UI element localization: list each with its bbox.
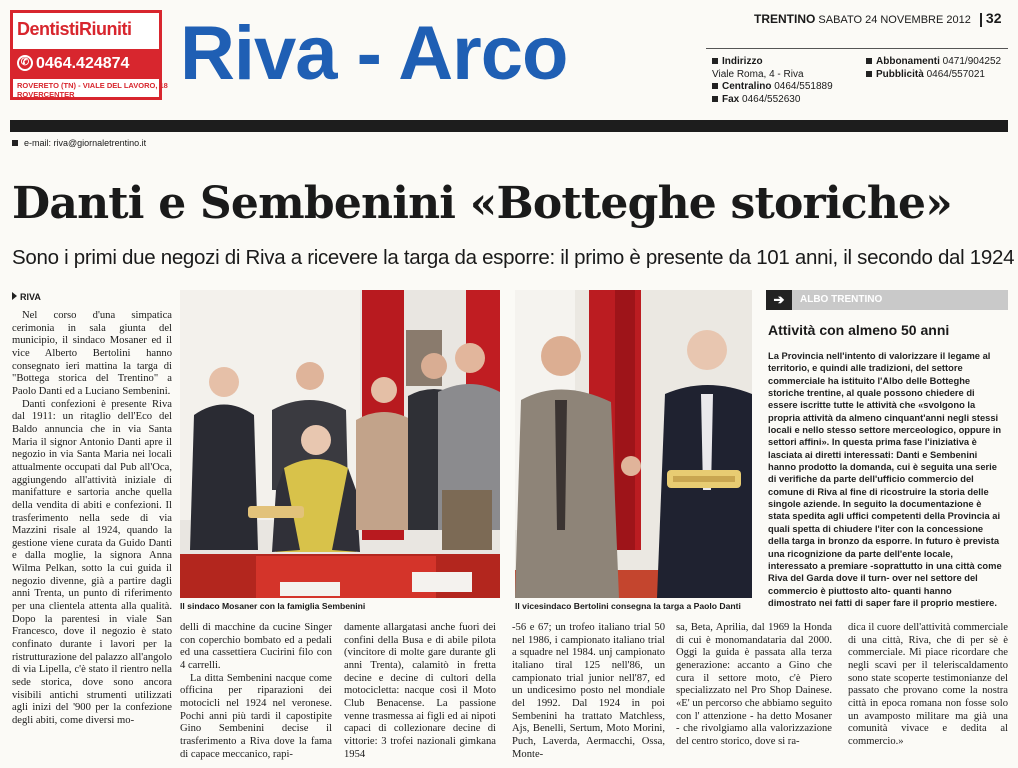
article-column-4 [512, 622, 665, 762]
photo-sembenini-illustration [180, 290, 500, 598]
contacts-right [866, 56, 1001, 81]
article-column-6 [848, 622, 1008, 762]
bullet-square-icon [712, 83, 718, 89]
article-subhead: Sono i primi due negozi di Riva a ricevere la targa da esporre: il primo è presente da 101 anni, il secondo dal 1924 [12, 246, 1015, 269]
ad-address [17, 81, 168, 99]
header-rule [706, 48, 1008, 49]
contact-fax: Fax 0464/552630 [712, 94, 833, 107]
ad-address-line1: ROVERETO (TN) - VIALE DEL LAVORO, 18 [17, 81, 168, 90]
ad-brand: DentistiRiuniti [17, 19, 132, 39]
phone-icon: ✆ [17, 55, 33, 71]
arrow-right-icon: ➔ [766, 290, 792, 310]
photo-bertolini-illustration [515, 290, 752, 598]
contact-address-value: Viale Roma, 4 - Riva [712, 68, 804, 80]
article-column-2 [180, 622, 332, 762]
sidebar-title: Attività con almeno 50 anni [768, 322, 950, 338]
page-separator [980, 13, 982, 27]
contact-switchboard: Centralino 0464/551889 [712, 81, 833, 94]
triangle-icon [12, 292, 17, 300]
paragraph: damente allargatasi anche fuori dei confini della Busa e di abile pilota (vincitore di molte gare durante gli anni Trenta), calamitò in fretta decine e decine di cultori della motocicletta: nacque così il Moto Club Benacense. La passione venne trasmessa ai figli ed ai nipoti capaci di collezionare decine di vittorie: 3 trofei nazionali gimkana 1954 [344, 622, 496, 760]
contacts-left [712, 56, 833, 106]
paragraph: dica il cuore dell'attività commerciale di una città, Riva, che di per sè è commerciale. Mi piace ricordare che negli scavi per il teleriscaldamento sono state scoperte testimonianze del passato che provano come la nostra città in epoca romana non fosse solo un avamposto militare ma già una comunità vivace e dedita al commercio.» [848, 622, 1008, 747]
article-column-3 [344, 622, 496, 762]
article-dateline: RIVA [12, 292, 41, 302]
contact-address-label: Indirizzo [712, 56, 833, 69]
paragraph: delli di macchine da cucine Singer con coperchio bombato ed a pedali ed una cassettiera Cucirini filo con 4 carrelli. [180, 622, 332, 671]
paper-date: SABATO 24 NOVEMBRE 2012 [818, 14, 971, 26]
bullet-square-icon [12, 140, 18, 146]
section-divider-bar [10, 120, 1008, 132]
paragraph: Danti confezioni è presente Riva dal 1911: un ritaglio dell'Eco del Baldo annuncia che in via Santa Maria il signor Antonio Danti apre il negozio in via Santa Maria nei locali attualmente occupati dal Pub all'Oca, aggiungendo all'attività iniziale di manifatture e sartoria anche quella della vendita di abiti e confezioni. Il trasferimento nella sede di via Mazzini risale al 1924, quando la gestione viene curata da Guido Danti e dalla moglie, la signora Anna Wilma Pelkan, sotto la cui guida il negozio divenne, già a partire dagli anni Trenta, un punto di riferimento per una clientela attenta alla qualità. Dopo la parentesi in viale San Francesco, dove il negozio è stato confinato durante i lavori per la ristrutturazione del palazzo all'angolo di via Lipella, c'è stato il rientro nella sede storica, dove sono ancora visibili antichi strumenti utilizzati agli inizi del '900 per la confezione degli abiti, come diversi mo- [12, 398, 172, 726]
article-column-1 [12, 310, 172, 762]
dentisti-riuniti-ad[interactable] [10, 10, 168, 100]
bullet-square-icon [866, 71, 872, 77]
section-masthead: Riva - Arco [180, 11, 568, 96]
section-email[interactable]: e-mail: riva@giornaletrentino.it [12, 138, 146, 148]
bullet-square-icon [712, 96, 718, 102]
paper-name: TRENTINO [754, 12, 816, 26]
sidebar-text: La Provincia nell'intento di valorizzare il legame al territorio, e quindi alle tradizioni, del settore commerciale ha istituito l'Albo delle Botteghe storiche trentine, al quale possono chiedere di essere iscritte tutte le attività che «svolgono la propria attività da almeno cinquant'anni negli stessi locali e nello stesso settore merceologico, oppure in settori affini». In questa prima fase l'iniziativa è lasciata ai diretti interessati: Danti e Sembenini hanno prodotto la domanda, cui è seguita una serie di verifiche da parte dell'ufficio commercio del comune di Riva al fine di ricostruire la storia delle singole aziende. In seguito la documentazione è stata spedita agli uffici competenti della Provincia ai quali spetta di chiudere l'iter con la concessione della targa in bronzo da esporre. In futuro è prevista una ricognizione da parte dell'ente locale, interessato a premiare -soprattutto in una città come Riva del Garda dove il turn- over nel settore del commercio è piuttosto alto- quanti hanno dimostrato nei fatti di saper fare il proprio mestiere. [768, 351, 1002, 608]
page-number: 32 [985, 10, 1002, 26]
photo-caption-2: Il vicesindaco Bertolini consegna la targa a Paolo Danti [515, 601, 741, 611]
paragraph: Nel corso d'una simpatica cerimonia in sala giunta del municipio, il sindaco Mosaner ed il vice Alberto Bertolini hanno consegnato ieri mattina la targa di "Bottega storica del Trentino" a Paolo Danti ed a Luciano Sembenini. [12, 310, 172, 397]
photo-sembenini-family [180, 290, 500, 598]
paper-info [754, 10, 1001, 27]
ad-phone-band [13, 49, 159, 79]
bullet-square-icon [866, 58, 872, 64]
ad-phone: 0464.424874 [36, 55, 130, 72]
photo-bertolini-danti [515, 290, 752, 598]
contact-subscriptions: Abbonamenti 0471/904252 [866, 56, 1001, 69]
paragraph: sa, Beta, Aprilia, dal 1969 la Honda di cui è monomandataria dal 2000. Oggi la guida è passata alla terza generazione: accanto a Gino che cura il settore moto, c'è Piero specializzato nel Pro Shop Dainese. «E' un percorso che abbiamo seguito con l' attenzione - ha detto Mosaner - che rivolgiamo alla valorizzazione del centro storico, dove si ra- [676, 622, 832, 747]
sidebar-tag [766, 290, 1008, 310]
paragraph: La ditta Sembenini nacque come officina per riparazioni dei motocicli nel 1924 nel veronese. Pochi anni più tardi il capostipite Gino Sembenini decise il trasferimento a Riva dove la fama di capace meccanico, rapi- [180, 672, 332, 760]
photo-caption-1: Il sindaco Mosaner con la famiglia Sembenini [180, 601, 366, 611]
ad-address-line2: ROVERCENTER [17, 90, 75, 99]
contact-advertising: Pubblicità 0464/557021 [866, 69, 1001, 82]
paragraph: -56 e 67; un trofeo italiano trial 50 nel 1986, i campionato italiano trial a squadre nel 1984. unj campionato italiano tiral 125 nell'86, un campionato trial junior nell'87, ed un undicesimo posto nel mondiale del 1992. Dal 1924 in poi Sembenini ha trattato Matchless, Ajs, Benelli, Sertum, Moto Morini, Puch, Laverda, Aermacchi, Ossa, Monte- [512, 622, 665, 760]
sidebar-tag-label: ALBO TRENTINO [800, 294, 883, 305]
bullet-square-icon [712, 58, 718, 64]
article-column-5 [676, 622, 832, 762]
article-headline: Danti e Sembenini «Botteghe storiche» [12, 178, 952, 229]
